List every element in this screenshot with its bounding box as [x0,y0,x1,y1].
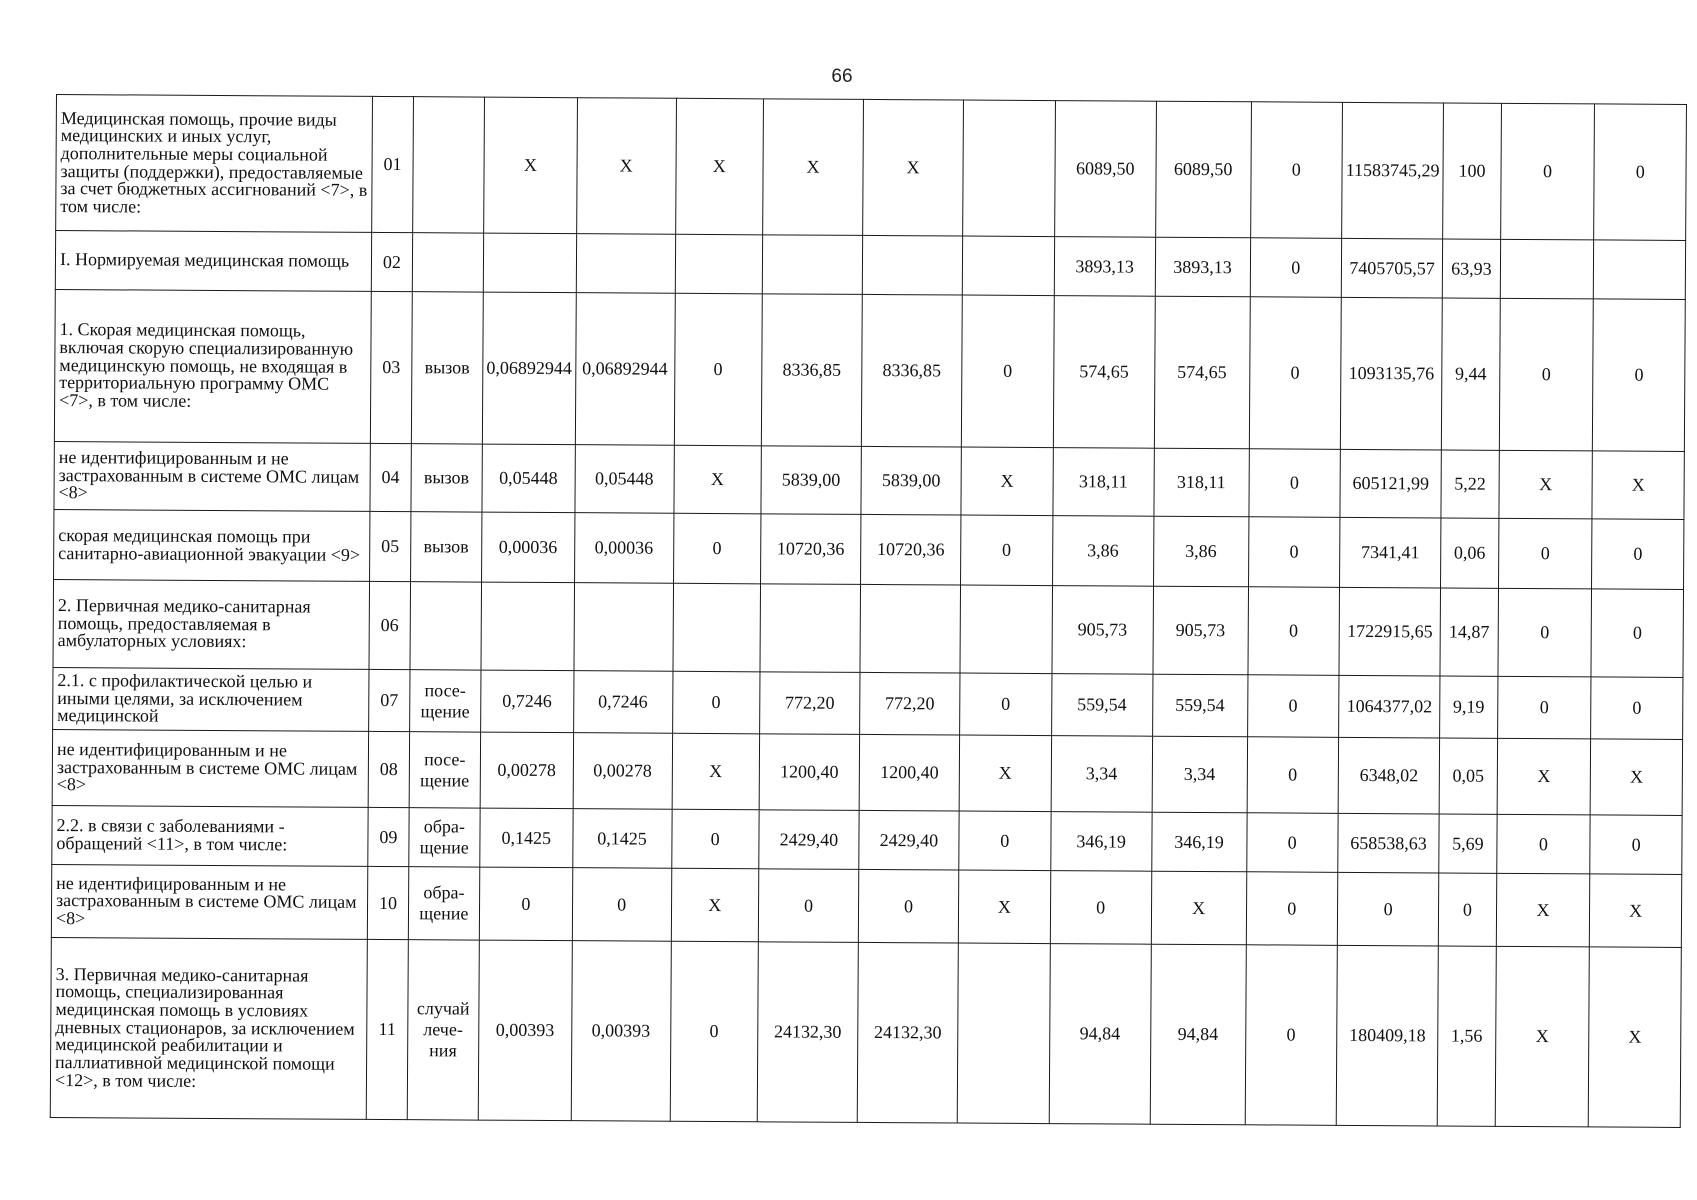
cell-c8: 905,73 [1153,586,1248,675]
cell-c1: 0 [479,867,572,941]
cell-c8: 559,54 [1152,674,1247,737]
cell-c6: 0 [961,515,1053,586]
cell-c6: X [961,447,1053,516]
page-number: 66 [831,66,853,87]
cell-c1: 0,1425 [480,808,573,868]
row-unit: обра-щение [408,808,480,867]
cell-c6 [962,236,1054,296]
row-name: 3. Первичная медико-санитарная помощь, специализированная медицинская помощь в условиях дневных стационаров, за исключением медицинской реабилитации и паллиативной медицинской помощи <12>, в том числе: [50,937,367,1119]
cell-c6: X [959,735,1051,812]
cell-c5: 2429,40 [859,810,959,870]
cell-c3: X [675,98,763,235]
cell-c2: 0,00393 [571,941,671,1122]
cell-c12: X [1497,738,1591,815]
cell-c10: 0 [1337,872,1439,946]
cell-c6 [957,943,1050,1124]
row-unit [412,233,484,292]
table-row [52,729,1682,815]
cell-c4: 1200,40 [759,734,860,811]
cell-c2: 0,7246 [573,671,672,734]
cell-c9: 0 [1249,297,1341,450]
row-code: 07 [369,669,410,731]
cell-c9: 0 [1246,813,1338,873]
cell-c8: 346,19 [1152,812,1247,872]
cell-c5: X [863,99,964,236]
cell-c10: 6348,02 [1338,737,1440,814]
cell-c10: 7341,41 [1340,517,1442,588]
cell-c7: 346,19 [1050,812,1151,872]
cell-c9: 0 [1250,102,1342,239]
row-unit: вызов [411,292,483,444]
cell-c8: 3,86 [1153,516,1248,587]
cell-c13: 0 [1592,519,1684,590]
cell-c5: 0 [858,869,959,943]
cell-c1: 0,00036 [482,512,575,583]
row-name: Медицинская помощь, прочие виды медицинских и иных услуг, дополнительные меры социальной защиты (поддержки), предоставляемые за счет бюджетных ассигнований <7>, в том числе: [56,95,373,233]
cell-c7: 6089,50 [1054,101,1156,238]
cell-c8: 94,84 [1150,944,1246,1125]
cell-c1: 0,06892944 [482,292,576,445]
row-name: скорая медицинская помощь при санитарно-авиационной эвакуации <9> [54,509,371,581]
cell-c6: 0 [960,673,1052,736]
cell-c6: X [958,870,1050,944]
cell-c9: 0 [1247,675,1339,738]
cell-c7: 559,54 [1051,674,1153,737]
cell-c3: 0 [673,513,761,584]
cell-c9: 0 [1246,872,1338,946]
cell-c8: 3,34 [1152,736,1247,813]
cell-c1 [481,582,574,671]
cell-c2 [576,234,675,294]
row-name: не идентифицированным и не застрахованным в системе ОМС лицам <8> [54,441,371,511]
row-code: 03 [371,291,412,443]
cell-c4 [762,235,862,295]
cell-c7: 3,86 [1052,516,1154,587]
row-unit [412,97,484,233]
cell-c12: 0 [1498,588,1592,677]
cell-c1: X [484,97,577,234]
cell-c5: 1200,40 [859,734,960,811]
row-code: 10 [368,866,409,939]
cell-c11: 1,56 [1437,946,1496,1126]
cell-c3: X [671,868,759,942]
row-name: 1. Скорая медицинская помощь, включая скорую специализированную медицинскую помощь, не входящая в территориальную программу ОМС <7>, в том числе: [54,289,371,443]
cell-c7: 3893,13 [1054,237,1155,297]
cell-c3: X [672,733,760,810]
cell-c5: 10720,36 [861,514,962,585]
cell-c12: 0 [1498,518,1592,589]
cell-c9: 0 [1247,737,1339,814]
cell-c10: 1093135,76 [1340,297,1442,450]
cell-c8: 6089,50 [1155,101,1251,238]
table-row [55,231,1685,300]
cell-c6: 0 [961,295,1053,448]
cell-c11: 63,93 [1442,239,1500,298]
row-name: 2.2. в связи с заболеваниями - обращений <11>, в том числе: [52,805,369,866]
cell-c8: 3893,13 [1155,237,1250,297]
cell-c9: 0 [1248,517,1340,588]
cell-c4: 0 [758,869,859,943]
cell-c13: 0 [1591,677,1683,740]
cell-c4 [760,584,861,673]
row-code: 05 [370,511,411,581]
cell-c12: X [1499,450,1593,519]
cell-c2: 0,05448 [575,445,674,514]
cell-c11: 0,06 [1441,518,1499,588]
cell-c2: 0 [572,868,671,942]
cell-c7: 3,34 [1051,736,1153,813]
cell-c2 [574,583,674,672]
cell-c12: X [1495,946,1590,1127]
cell-c1: 0,00393 [478,940,572,1121]
cell-c1: 0,00278 [480,732,573,809]
cell-c5 [862,235,962,295]
cell-c7: 905,73 [1052,586,1154,675]
cell-c3: 0 [671,809,759,869]
table-row [54,441,1684,519]
cell-c12 [1500,239,1594,299]
cell-c11: 100 [1443,103,1501,239]
cell-c8: 318,11 [1154,448,1249,517]
row-unit [410,582,482,670]
cell-c13: 0 [1594,104,1686,241]
cell-c3: 0 [674,293,762,446]
row-code: 11 [366,939,408,1119]
cell-c3: 0 [670,941,758,1122]
row-code: 01 [372,96,413,232]
row-unit: вызов [411,444,483,512]
table-row [54,509,1684,589]
data-table [50,94,1687,1128]
cell-c7: 0 [1050,871,1152,945]
cell-c4: 5839,00 [761,446,861,515]
cell-c13: X [1590,874,1682,948]
cell-c9: 0 [1245,945,1338,1126]
cell-c2: 0,1425 [572,809,671,869]
row-code: 02 [372,232,413,291]
table-row [52,805,1682,874]
cell-c10: 11583745,29 [1342,102,1444,239]
cell-c4: 772,20 [760,672,860,735]
row-name: не идентифицированным и не застрахованным в системе ОМС лицам <8> [52,729,369,807]
cell-c13: 0 [1591,589,1683,678]
cell-c7: 318,11 [1053,448,1155,517]
cell-c13: 0 [1590,815,1682,875]
cell-c5: 772,20 [860,672,960,735]
cell-c4: 10720,36 [760,514,861,585]
cell-c11: 9,44 [1442,298,1500,450]
cell-c6: 0 [959,811,1051,871]
cell-c5 [860,584,961,673]
cell-c13 [1594,240,1686,300]
cell-c10: 1064377,02 [1339,675,1441,738]
table-row [53,579,1684,677]
cell-c2: 0,06892944 [575,293,675,446]
table-row [50,937,1681,1127]
cell-c3: 0 [672,671,760,734]
cell-c9: 0 [1247,587,1339,676]
cell-c4: 24132,30 [757,942,858,1123]
cell-c11: 5,22 [1441,450,1499,518]
table-row [56,95,1687,241]
cell-c13: X [1590,739,1682,816]
cell-c3 [675,234,763,294]
cell-c10: 605121,99 [1340,449,1442,518]
cell-c3: X [674,445,762,514]
cell-c9: 0 [1248,449,1340,518]
row-code: 09 [368,807,409,866]
cell-c13: 0 [1593,299,1686,452]
cell-c10: 180409,18 [1336,945,1438,1126]
cell-c2: X [576,98,676,235]
cell-c11: 0,05 [1439,738,1497,814]
cell-c1 [483,233,576,293]
cell-c12: 0 [1497,676,1591,739]
cell-c12: 0 [1500,103,1595,240]
row-unit: посе-щение [409,732,481,808]
cell-c10: 658538,63 [1338,813,1439,873]
cell-c4: 8336,85 [761,294,862,447]
cell-c11: 9,19 [1440,676,1498,738]
cell-c3 [673,583,761,672]
row-code: 08 [368,731,409,807]
cell-c2: 0,00036 [574,513,673,584]
row-unit: вызов [410,512,482,582]
cell-c9: 0 [1250,238,1342,298]
table-row [51,864,1681,947]
row-unit: посе-щение [409,670,481,732]
cell-c6 [960,585,1052,674]
cell-c6 [963,100,1055,237]
row-name: не идентифицированным и не застрахованным в системе ОМС лицам <8> [51,864,368,939]
table-row [53,667,1683,739]
cell-c7: 94,84 [1049,944,1151,1125]
cell-c5: 24132,30 [857,942,958,1123]
cell-c11: 0 [1439,873,1497,946]
cell-c10: 1722915,65 [1339,587,1441,676]
cell-c5: 8336,85 [861,294,962,447]
cell-c10: 7405705,57 [1341,238,1442,298]
row-name: 2. Первичная медико-санитарная помощь, предоставляемая в амбулаторных условиях: [53,579,370,669]
cell-c13: X [1589,947,1682,1128]
row-code: 06 [369,581,410,669]
cell-c12: X [1496,873,1590,947]
cell-c12: 0 [1499,298,1594,451]
cell-c4: X [763,99,864,236]
row-unit: обра-щение [408,867,480,940]
row-name: I. Нормируемая медицинская помощь [55,231,372,292]
cell-c13: X [1592,451,1684,520]
cell-c12: 0 [1496,814,1590,874]
cell-c2: 0,00278 [573,733,672,810]
cell-c11: 14,87 [1440,588,1498,676]
row-code: 04 [370,443,411,511]
table-row [54,289,1685,451]
row-unit: случай лече-ния [407,940,479,1120]
cell-c8: X [1151,871,1246,945]
cell-c7: 574,65 [1053,296,1155,449]
cell-c11: 5,69 [1439,814,1497,873]
row-name: 2.1. с профилактической целью и иными целями, за исключением медицинской [53,667,370,731]
cell-c4: 2429,40 [759,810,859,870]
cell-c8: 574,65 [1154,296,1250,449]
cell-c1: 0,05448 [482,444,575,513]
cell-c1: 0,7246 [481,670,574,733]
cell-c5: 5839,00 [861,446,961,515]
